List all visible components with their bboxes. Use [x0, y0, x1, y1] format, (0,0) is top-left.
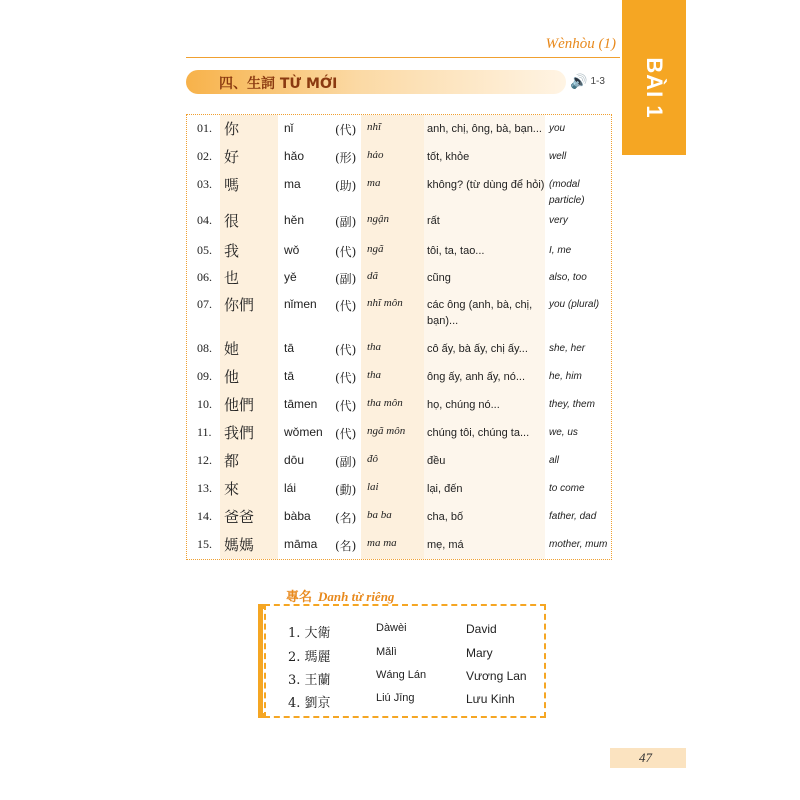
vocab-number: 04.	[197, 213, 212, 227]
vocab-sino-viet: tha môn	[367, 397, 403, 409]
vocab-sino-viet: ma ma	[367, 537, 397, 549]
vocab-meaning: tốt, khỏe	[427, 151, 470, 163]
proper-noun-viet: Vương Lan	[466, 669, 527, 683]
vocab-pinyin: hěn	[284, 213, 305, 227]
vocab-pos: (副)	[335, 272, 357, 286]
vocab-english: mother, mum	[549, 539, 608, 550]
vocab-number: 15.	[197, 537, 212, 551]
proper-nouns-title	[286, 586, 394, 605]
vocab-sino-viet: hảo	[367, 149, 384, 161]
proper-nouns-title-cn: 專名	[286, 590, 313, 605]
vocab-pos: (動)	[335, 483, 357, 497]
vocab-pos: (代)	[335, 123, 357, 137]
vocab-english: they, them	[549, 399, 595, 410]
proper-noun-pinyin: Liú Jīng	[376, 692, 415, 704]
vocab-number: 05.	[197, 243, 212, 257]
vocab-number: 08.	[197, 341, 212, 355]
vocab-pinyin: bàba	[284, 509, 311, 523]
vocab-pinyin: nǐmen	[284, 297, 317, 311]
vocab-number: 12.	[197, 453, 212, 467]
vocab-number: 06.	[197, 270, 212, 284]
vocab-pinyin: dōu	[284, 453, 305, 467]
proper-noun-viet: Mary	[466, 646, 493, 660]
vocab-english: all	[549, 455, 560, 466]
vocab-pos: (助)	[335, 179, 357, 193]
header-title: Wènhòu (1)	[545, 36, 616, 52]
vocab-sino-viet: ngã	[367, 243, 384, 255]
vocab-english: (modal particle)	[549, 179, 585, 206]
page-number: 47	[639, 750, 652, 765]
proper-nouns-title-vn: Danh từ riêng	[318, 589, 395, 604]
vocab-english: I, me	[549, 245, 572, 256]
speaker-icon[interactable]: 🔊	[570, 73, 588, 89]
vocab-hanzi: 也	[224, 269, 240, 287]
vocab-number: 10.	[197, 397, 212, 411]
vocab-sino-viet: nhĩ môn	[367, 297, 403, 309]
vocab-meaning: rất	[427, 215, 440, 227]
vocab-number: 07.	[197, 297, 212, 311]
vocab-sino-viet: ngận	[367, 213, 389, 225]
audio-track[interactable]	[570, 73, 605, 90]
vocab-meaning: chúng tôi, chúng ta...	[427, 427, 530, 439]
vocab-pos: (代)	[335, 399, 357, 413]
vocab-pos: (代)	[335, 245, 357, 259]
vocab-meaning: cô ấy, bà ấy, chị ấy...	[427, 343, 528, 355]
vocab-hanzi: 她	[224, 340, 240, 358]
vocab-sino-viet: ma	[367, 177, 381, 189]
vocab-english: you	[549, 123, 566, 134]
vocab-english: also, too	[549, 272, 587, 283]
vocab-pos: (代)	[335, 427, 357, 441]
vocab-pos: (名)	[335, 511, 357, 525]
vocab-hanzi: 你們	[224, 296, 255, 314]
vocab-pos: (形)	[335, 151, 357, 165]
vocab-number: 01.	[197, 121, 212, 135]
lesson-tab	[622, 0, 686, 155]
vocab-meaning: không? (từ dùng để hỏi)	[427, 179, 545, 191]
vocab-pinyin: tā	[284, 369, 295, 383]
vocab-meaning: họ, chúng nó...	[427, 399, 500, 411]
vocab-pinyin: ma	[284, 177, 301, 191]
vocab-pos: (代)	[335, 343, 357, 357]
vocab-meaning: các ông (anh, bà, chị, bạn)...	[427, 299, 533, 327]
vocab-meaning: cha, bố	[427, 511, 464, 523]
vocab-english: we, us	[549, 427, 578, 438]
vocab-sino-viet: ngã môn	[367, 425, 406, 437]
vocab-english: she, her	[549, 343, 586, 354]
proper-nouns-box	[264, 604, 546, 718]
vocab-sino-viet: nhĩ	[367, 121, 382, 133]
vocab-english: to come	[549, 483, 585, 494]
vocab-pinyin: nǐ	[284, 121, 294, 135]
vocab-pinyin: tāmen	[284, 397, 318, 411]
vocab-table	[186, 114, 612, 560]
section-header	[186, 70, 566, 94]
lesson-tab-label: BÀI 1	[642, 57, 667, 119]
vocab-hanzi: 我們	[224, 424, 255, 442]
vocab-pinyin: hǎo	[284, 149, 305, 163]
audio-track-label: 1-3	[590, 76, 605, 87]
proper-noun-name: 3. 王蘭	[288, 673, 331, 688]
vocab-pos: (代)	[335, 371, 357, 385]
vocab-pinyin: wǒmen	[284, 425, 323, 439]
vocab-pos: (副)	[335, 455, 357, 469]
vocab-sino-viet: đô	[367, 453, 378, 465]
vocab-english: well	[549, 151, 567, 162]
vocab-hanzi: 媽媽	[224, 536, 255, 554]
vocab-hanzi: 他	[224, 368, 240, 386]
proper-noun-viet: David	[466, 622, 497, 636]
proper-noun-viet: Lưu Kinh	[466, 692, 515, 706]
header-rule	[186, 57, 620, 58]
vocab-pos: (副)	[335, 215, 357, 229]
vocab-meaning: lại, đến	[427, 483, 463, 495]
vocab-hanzi: 嗎	[224, 176, 240, 194]
vocab-meaning: ông ấy, anh ấy, nó...	[427, 371, 526, 383]
vocab-pinyin: wǒ	[284, 243, 300, 257]
vocab-hanzi: 爸爸	[224, 508, 255, 526]
vocab-sino-viet: tha	[367, 369, 382, 381]
proper-noun-name: 1. 大衛	[288, 626, 331, 641]
vocab-hanzi: 都	[224, 452, 240, 470]
section-title: 四、生詞 TỪ MỚI	[219, 76, 338, 92]
vocab-sino-viet: tha	[367, 341, 382, 353]
vocab-meaning: mẹ, má	[427, 539, 464, 551]
vocab-english: he, him	[549, 371, 582, 382]
proper-noun-pinyin: Mǎlì	[376, 646, 397, 658]
vocab-hanzi: 來	[224, 480, 240, 498]
vocab-pinyin: māma	[284, 537, 318, 551]
vocab-english: father, dad	[549, 511, 597, 522]
vocab-pos: (代)	[335, 299, 357, 313]
vocab-sino-viet: dã	[367, 270, 378, 282]
vocab-pinyin: yě	[284, 270, 297, 284]
proper-noun-pinyin: Dàwèi	[376, 622, 407, 634]
vocab-hanzi: 他們	[224, 396, 255, 414]
proper-noun-name: 2. 瑪麗	[288, 650, 331, 665]
vocab-meaning: anh, chị, ông, bà, bạn...	[427, 123, 542, 135]
vocab-number: 03.	[197, 177, 212, 191]
vocab-number: 11.	[197, 425, 212, 439]
vocab-hanzi: 很	[224, 212, 240, 230]
vocab-hanzi: 我	[224, 242, 240, 260]
vocab-meaning: tôi, ta, tao...	[427, 245, 485, 257]
vocab-number: 09.	[197, 369, 212, 383]
vocab-number: 13.	[197, 481, 212, 495]
vocab-pos: (名)	[335, 539, 357, 553]
vocab-hanzi: 好	[224, 148, 240, 166]
vocab-english: you (plural)	[549, 299, 600, 310]
vocab-pinyin: tā	[284, 341, 295, 355]
vocab-meaning: đều	[427, 455, 446, 467]
vocab-meaning: cũng	[427, 272, 451, 284]
vocab-hanzi: 你	[224, 120, 240, 138]
vocab-english: very	[549, 215, 568, 226]
proper-noun-name: 4. 劉京	[288, 696, 331, 711]
page-number-tab	[610, 748, 686, 768]
vocab-number: 14.	[197, 509, 212, 523]
vocab-sino-viet: lai	[367, 481, 379, 493]
proper-noun-pinyin: Wáng Lán	[376, 669, 427, 681]
vocab-number: 02.	[197, 149, 212, 163]
vocab-pinyin: lái	[284, 481, 297, 495]
vocab-sino-viet: ba ba	[367, 509, 392, 521]
